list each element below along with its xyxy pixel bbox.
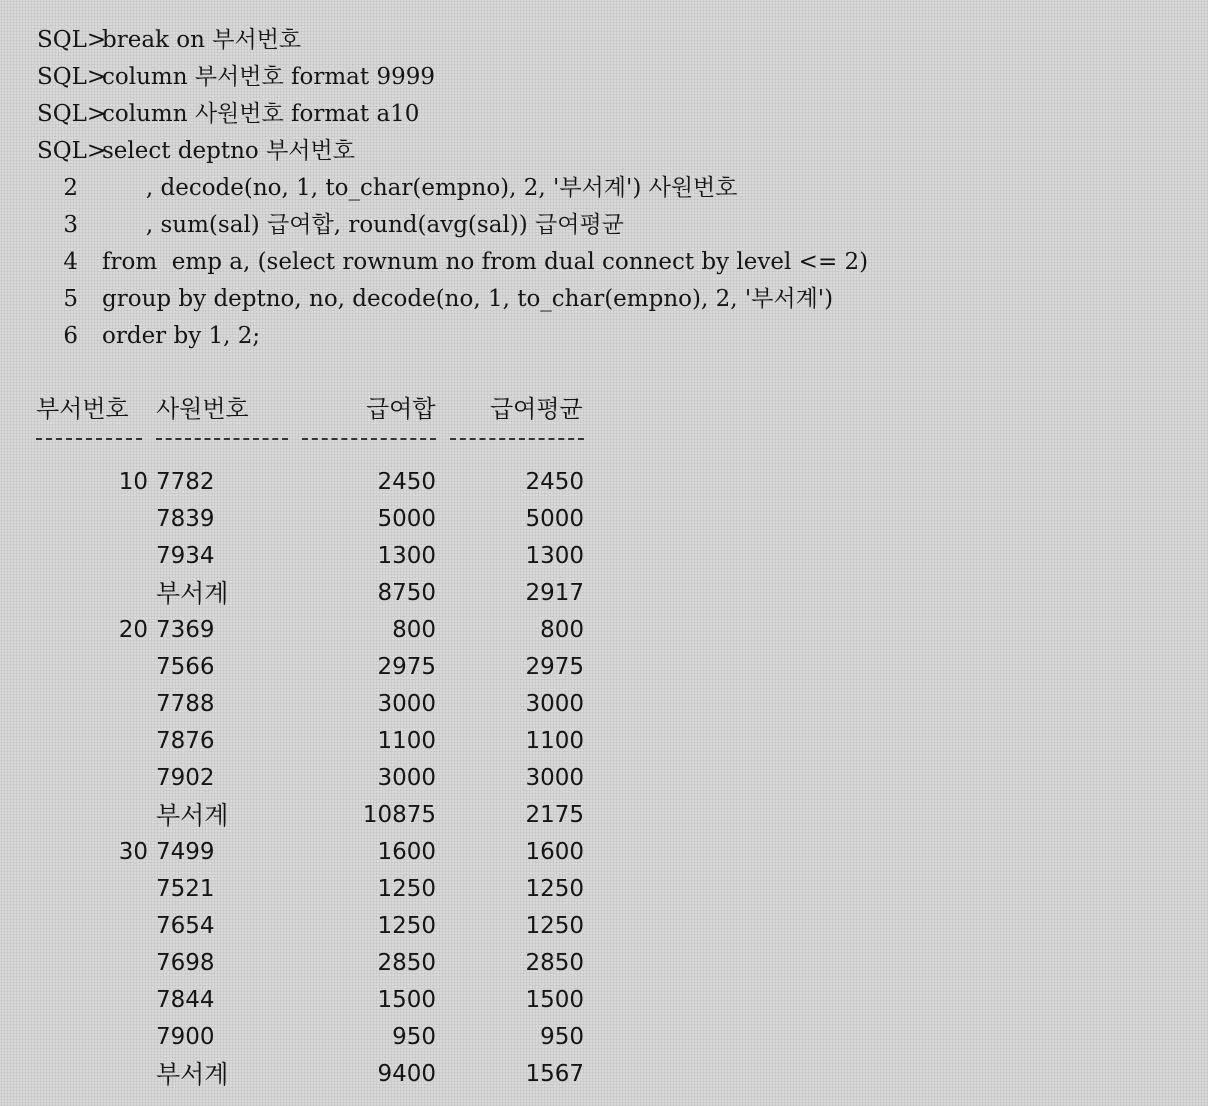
sql-line-number: 3 bbox=[63, 212, 78, 238]
cell-sal-avg: 3000 bbox=[525, 691, 584, 717]
cell-emp-no: 7654 bbox=[156, 913, 215, 939]
cell-sal-sum: 2975 bbox=[377, 654, 436, 680]
cell-sal-avg: 950 bbox=[540, 1024, 584, 1050]
cell-sal-avg: 1100 bbox=[525, 728, 584, 754]
sql-line-number: 6 bbox=[63, 323, 78, 349]
sql-code: , sum(sal) 급여합, round(avg(sal)) 급여평균 bbox=[102, 212, 624, 238]
cell-sal-sum: 9400 bbox=[377, 1061, 436, 1087]
sql-code: column 부서번호 format 9999 bbox=[102, 64, 435, 90]
cell-sal-sum: 1250 bbox=[377, 876, 436, 902]
sql-line-number: 5 bbox=[63, 286, 78, 312]
sql-code: group by deptno, no, decode(no, 1, to_char(empno), 2, '부서계') bbox=[102, 286, 834, 312]
cell-sal-avg: 2450 bbox=[525, 469, 584, 495]
cell-emp-no: 7566 bbox=[156, 654, 215, 680]
sql-line-number: 4 bbox=[63, 249, 78, 275]
cell-sal-avg: 800 bbox=[540, 617, 584, 643]
cell-sal-sum: 10875 bbox=[362, 802, 436, 828]
cell-dept-no: 30 bbox=[118, 839, 148, 865]
header-dept-no: 부서번호 bbox=[36, 395, 129, 423]
cell-sal-sum: 5000 bbox=[377, 506, 436, 532]
header-sal-sum: 급여합 bbox=[366, 395, 436, 423]
cell-sal-sum: 2850 bbox=[377, 950, 436, 976]
cell-emp-no: 7782 bbox=[156, 469, 215, 495]
cell-sal-avg: 1250 bbox=[525, 913, 584, 939]
cell-sal-avg: 1600 bbox=[525, 839, 584, 865]
cell-sal-sum: 950 bbox=[392, 1024, 436, 1050]
cell-emp-no: 7499 bbox=[156, 839, 215, 865]
cell-sal-sum: 3000 bbox=[377, 765, 436, 791]
cell-dept-no: 20 bbox=[118, 617, 148, 643]
cell-emp-no: 7788 bbox=[156, 691, 215, 717]
sql-line-number: 2 bbox=[63, 175, 78, 201]
sql-prompt: SQL> bbox=[37, 101, 107, 127]
cell-sal-avg: 2175 bbox=[525, 802, 584, 828]
cell-sal-sum: 1500 bbox=[377, 987, 436, 1013]
sql-prompt: SQL> bbox=[37, 64, 107, 90]
cell-emp-no: 7900 bbox=[156, 1024, 215, 1050]
sql-code: order by 1, 2; bbox=[102, 323, 261, 349]
cell-emp-no: 부서계 bbox=[156, 579, 229, 608]
cell-sal-avg: 2917 bbox=[525, 580, 584, 606]
cell-emp-no: 7844 bbox=[156, 987, 215, 1013]
cell-sal-avg: 5000 bbox=[525, 506, 584, 532]
cell-sal-sum: 8750 bbox=[377, 580, 436, 606]
cell-sal-sum: 1300 bbox=[377, 543, 436, 569]
sql-code: select deptno 부서번호 bbox=[102, 138, 355, 164]
sql-code: column 사원번호 format a10 bbox=[102, 101, 420, 127]
cell-sal-avg: 1300 bbox=[525, 543, 584, 569]
cell-emp-no: 7876 bbox=[156, 728, 215, 754]
cell-emp-no: 7698 bbox=[156, 950, 215, 976]
cell-sal-sum: 1600 bbox=[377, 839, 436, 865]
cell-sal-avg: 3000 bbox=[525, 765, 584, 791]
rule-sal-sum bbox=[302, 438, 436, 440]
cell-emp-no: 부서계 bbox=[156, 1060, 229, 1089]
cell-sal-avg: 2850 bbox=[525, 950, 584, 976]
header-sal-avg: 급여평균 bbox=[490, 395, 583, 423]
sql-prompt: SQL> bbox=[37, 138, 107, 164]
cell-emp-no: 7902 bbox=[156, 765, 215, 791]
cell-emp-no: 부서계 bbox=[156, 801, 229, 830]
rule-sal-avg bbox=[450, 438, 584, 440]
cell-emp-no: 7369 bbox=[156, 617, 215, 643]
cell-sal-sum: 1250 bbox=[377, 913, 436, 939]
cell-sal-avg: 1250 bbox=[525, 876, 584, 902]
cell-sal-sum: 3000 bbox=[377, 691, 436, 717]
sql-code: break on 부서번호 bbox=[102, 27, 302, 53]
cell-sal-avg: 2975 bbox=[525, 654, 584, 680]
cell-emp-no: 7521 bbox=[156, 876, 215, 902]
sql-code: , decode(no, 1, to_char(empno), 2, '부서계') 사원번호 bbox=[102, 175, 738, 201]
cell-sal-avg: 1500 bbox=[525, 987, 584, 1013]
cell-emp-no: 7934 bbox=[156, 543, 215, 569]
cell-sal-avg: 1567 bbox=[525, 1061, 584, 1087]
cell-sal-sum: 1100 bbox=[377, 728, 436, 754]
cell-sal-sum: 800 bbox=[392, 617, 436, 643]
rule-emp-no bbox=[156, 438, 288, 440]
cell-emp-no: 7839 bbox=[156, 506, 215, 532]
sql-code: from emp a, (select rownum no from dual connect by level <= 2) bbox=[102, 249, 869, 275]
header-emp-no: 사원번호 bbox=[156, 395, 249, 423]
rule-dept-no bbox=[36, 438, 142, 440]
sql-prompt: SQL> bbox=[37, 27, 107, 53]
cell-sal-sum: 2450 bbox=[377, 469, 436, 495]
cell-dept-no: 10 bbox=[118, 469, 148, 495]
